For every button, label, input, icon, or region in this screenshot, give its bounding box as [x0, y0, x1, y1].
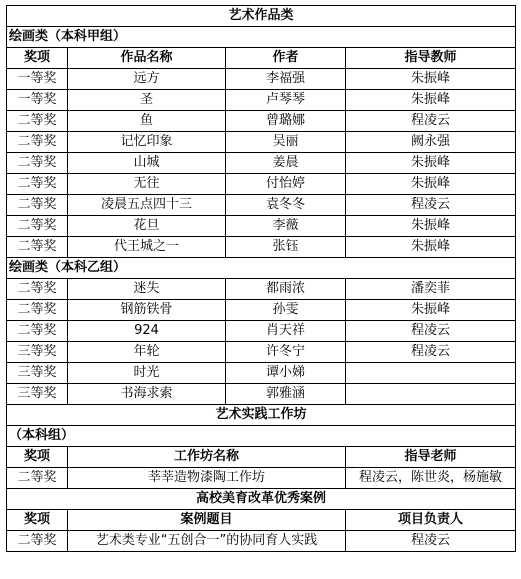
header-award: 奖项: [7, 48, 68, 69]
author-cell: 李福强: [226, 69, 346, 90]
work-name-cell: 圣: [68, 90, 226, 111]
table-row: [7, 363, 516, 384]
author-cell: 付怡婷: [226, 174, 346, 195]
work-name-cell: 代王城之一: [68, 237, 226, 258]
table-row: [7, 342, 516, 363]
award-cell: 三等奖: [7, 342, 68, 363]
group-heading-row: [7, 27, 516, 48]
author-cell: 袁冬冬: [226, 195, 346, 216]
work-name-cell: 年轮: [68, 342, 226, 363]
advisor-cell: 潘奕菲: [346, 279, 516, 300]
header-row: [7, 510, 516, 531]
award-cell: 二等奖: [7, 300, 68, 321]
award-cell: 二等奖: [7, 174, 68, 195]
advisor-cell: 程凌云: [346, 111, 516, 132]
award-cell: 二等奖: [7, 531, 68, 552]
award-cell: 二等奖: [7, 279, 68, 300]
author-cell: 吴丽: [226, 132, 346, 153]
author-cell: 都雨浓: [226, 279, 346, 300]
advisor-cell: 朱振峰: [346, 69, 516, 90]
section-title: 艺术实践工作坊: [7, 405, 516, 426]
advisor-cell: [346, 384, 516, 405]
section-title-row: [7, 405, 516, 426]
work-name-cell: 鱼: [68, 111, 226, 132]
group-heading: （本科组）: [7, 426, 516, 447]
header-advisor: 指导老师: [346, 447, 516, 468]
work-name-cell: 远方: [68, 69, 226, 90]
table-row: [7, 111, 516, 132]
group-heading: 绘画类（本科乙组）: [7, 258, 516, 279]
author-cell: 肖天祥: [226, 321, 346, 342]
author-cell: 李薇: [226, 216, 346, 237]
award-cell: 一等奖: [7, 69, 68, 90]
work-name-cell: 书海求索: [68, 384, 226, 405]
section-title: 高校美育改革优秀案例: [7, 489, 516, 510]
header-case-title: 案例题目: [68, 510, 346, 531]
author-cell: 曾璐娜: [226, 111, 346, 132]
award-cell: 二等奖: [7, 111, 68, 132]
table-row: [7, 69, 516, 90]
work-name-cell: 无往: [68, 174, 226, 195]
author-cell: 许冬宁: [226, 342, 346, 363]
section-title-row: [7, 6, 516, 27]
section-title-row: [7, 489, 516, 510]
header-workshop-name: 工作坊名称: [68, 447, 346, 468]
advisor-cell: 程凌云: [346, 195, 516, 216]
section-title: 艺术作品类: [7, 6, 516, 27]
award-cell: 二等奖: [7, 153, 68, 174]
workshop-name-cell: 莘莘造物漆陶工作坊: [68, 468, 346, 489]
work-name-cell: 924: [68, 321, 226, 342]
award-cell: 三等奖: [7, 363, 68, 384]
advisor-cell: 朱振峰: [346, 174, 516, 195]
group-heading-row: [7, 258, 516, 279]
work-name-cell: 时光: [68, 363, 226, 384]
table-row: [7, 216, 516, 237]
work-name-cell: 迷失: [68, 279, 226, 300]
award-cell: 二等奖: [7, 132, 68, 153]
work-name-cell: 山城: [68, 153, 226, 174]
group-heading: 绘画类（本科甲组）: [7, 27, 516, 48]
advisor-cell: 程凌云: [346, 342, 516, 363]
work-name-cell: 花旦: [68, 216, 226, 237]
author-cell: 卢琴琴: [226, 90, 346, 111]
award-cell: 二等奖: [7, 195, 68, 216]
header-award: 奖项: [7, 447, 68, 468]
advisor-cell: 程凌云，陈世炎，杨施敏: [346, 468, 516, 489]
table-row: [7, 531, 516, 552]
header-row: [7, 447, 516, 468]
award-cell: 二等奖: [7, 237, 68, 258]
advisor-cell: 阙永强: [346, 132, 516, 153]
header-author: 作者: [226, 48, 346, 69]
award-cell: 二等奖: [7, 321, 68, 342]
work-name-cell: 钢筋铁骨: [68, 300, 226, 321]
author-cell: 谭小娣: [226, 363, 346, 384]
table-row: [7, 321, 516, 342]
advisor-cell: 程凌云: [346, 321, 516, 342]
award-cell: 二等奖: [7, 468, 68, 489]
awards-table: [6, 5, 516, 552]
author-cell: 姜晨: [226, 153, 346, 174]
advisor-cell: 朱振峰: [346, 237, 516, 258]
project-lead-cell: 程凌云: [346, 531, 516, 552]
awards-table-body: [7, 6, 516, 552]
header-advisor: 指导教师: [346, 48, 516, 69]
header-row: [7, 48, 516, 69]
award-cell: 三等奖: [7, 384, 68, 405]
work-name-cell: 凌晨五点四十三: [68, 195, 226, 216]
table-row: [7, 90, 516, 111]
author-cell: 孙雯: [226, 300, 346, 321]
table-row: [7, 132, 516, 153]
advisor-cell: 朱振峰: [346, 153, 516, 174]
author-cell: 郭雅涵: [226, 384, 346, 405]
award-cell: 二等奖: [7, 216, 68, 237]
table-row: [7, 279, 516, 300]
header-work-name: 作品名称: [68, 48, 226, 69]
case-title-cell: 艺术类专业“五创合一”的协同育人实践: [68, 531, 346, 552]
header-award: 奖项: [7, 510, 68, 531]
table-row: [7, 468, 516, 489]
advisor-cell: 朱振峰: [346, 300, 516, 321]
header-project-lead: 项目负责人: [346, 510, 516, 531]
table-row: [7, 237, 516, 258]
author-cell: 张钰: [226, 237, 346, 258]
award-cell: 一等奖: [7, 90, 68, 111]
advisor-cell: [346, 363, 516, 384]
table-row: [7, 384, 516, 405]
table-row: [7, 195, 516, 216]
work-name-cell: 记忆印象: [68, 132, 226, 153]
table-row: [7, 174, 516, 195]
advisor-cell: 朱振峰: [346, 90, 516, 111]
group-heading-row: [7, 426, 516, 447]
table-row: [7, 153, 516, 174]
table-row: [7, 300, 516, 321]
advisor-cell: 朱振峰: [346, 216, 516, 237]
